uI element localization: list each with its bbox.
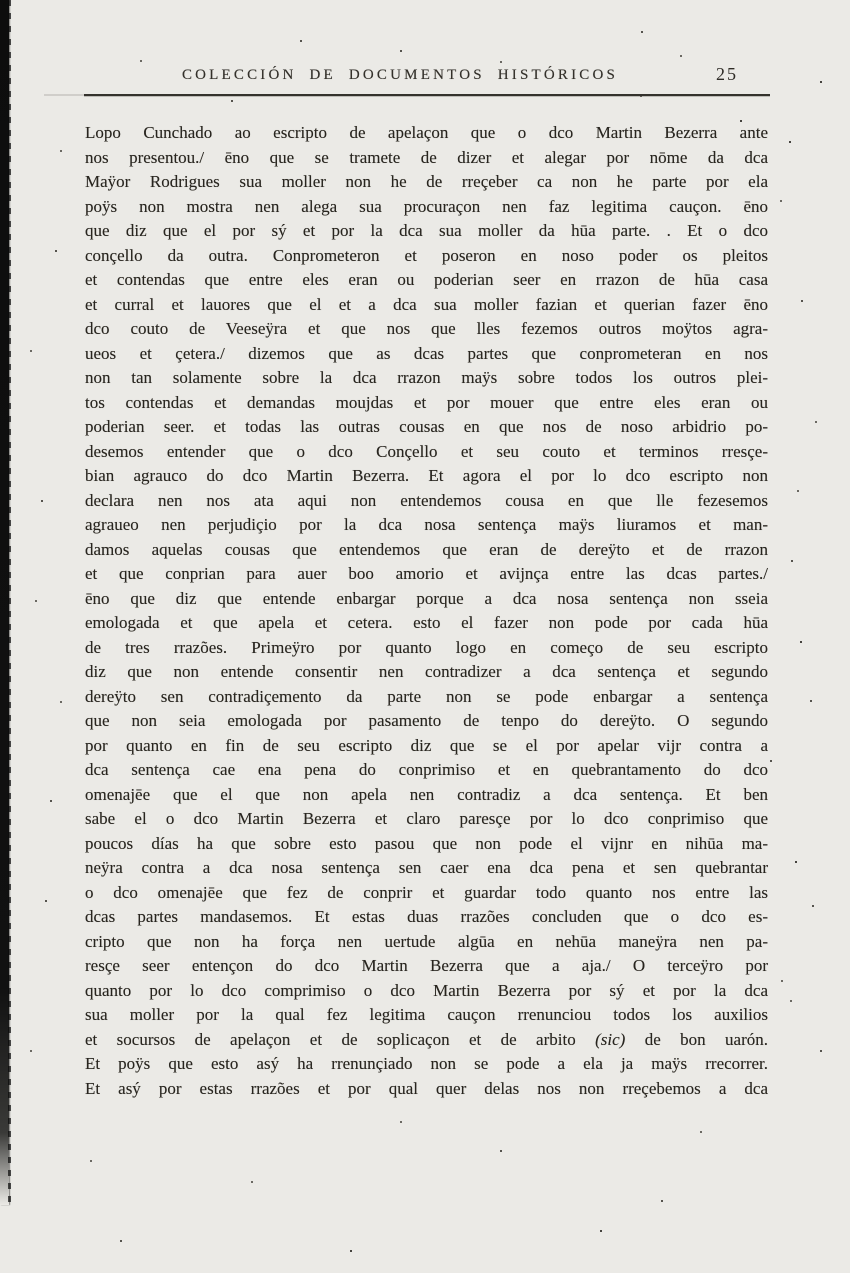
text-line: de tres rrazões. Primeÿro por quanto logo en começo de seu escripto (85, 637, 768, 657)
text-line: desemos entender que o dco Conçello et seu couto et terminos rresçe- (85, 441, 768, 461)
text-line: ēno que diz que entende enbargar porque a dca nosa sentença non sseia (85, 588, 768, 608)
document-text-block (85, 121, 768, 1101)
text-line: et socursos de apelaçon et de soplicaçon et de arbito (sic) de bon uarón. (85, 1029, 768, 1049)
text-line: dca sentença cae ena pena do conprimiso et en quebrantamento do dco (85, 760, 768, 779)
text-line: et que conprian para auer boo amorio et avijnça entre las dcas partes./ (85, 564, 768, 583)
text-line: conçello da outra. Conprometeron et poseron en noso poder os pleitos (85, 245, 768, 265)
text-line: que non seia emologada por pasamento de tenpo do dereÿto. O segundo (85, 711, 768, 730)
text-line: que diz que el por sý et por la dca sua moller da hūa parte. . Et o dco (85, 221, 768, 240)
text-line: Maÿor Rodrigues sua moller non he de rreçeber ca non he parte por ela (85, 172, 768, 191)
text-line: por quanto en fin de seu escripto diz que se el por apelar vijr contra a (85, 735, 768, 755)
scan-noise (0, 0, 2, 2)
text-line: nos presentou./ ēno que se tramete de dizer et alegar por nōme da dca (85, 147, 768, 167)
text-line: neÿra contra a dca nosa sentença sen caer ena dca pena et sen quebrantar (85, 858, 768, 877)
scan-edge-artifact (0, 0, 9, 1205)
text-line: Lopo Cunchado ao escripto de apelaçon que o dco Martin Bezerra ante (85, 123, 768, 142)
text-line: dcas partes mandasemos. Et estas duas rrazões concluden que o dco es- (85, 907, 768, 926)
text-line: omenajēe que el que non apela nen contradiz a dca sentença. Et ben (85, 784, 768, 804)
text-line: poucos días ha que sobre esto pasou que non pode el vijnr en nihūa ma- (85, 833, 768, 853)
text-line: agraueo nen perjudiçio por la dca nosa sentença maÿs liuramos et man- (85, 515, 768, 534)
header-rule (84, 94, 770, 96)
text-line: Et asý por estas rrazões et por qual quer delas nos non rreçebemos a dca (85, 1078, 768, 1098)
text-line: damos aquelas cousas que entendemos que eran de dereÿto et de rrazon (85, 539, 768, 559)
text-line: bian agrauco do dco Martin Bezerra. Et agora el por lo dco escripto non (85, 466, 768, 485)
text-line: et curral et lauores que el et a dca sua moller fazian et querian fazer ēno (85, 294, 768, 314)
text-line: resçe seer entençon do dco Martin Bezerra que a aja./ O terceÿro por (85, 956, 768, 975)
page-number: 25 (716, 64, 738, 84)
text-line: declara nen nos ata aqui non entendemos cousa en que lle fezesemos (85, 490, 768, 510)
text-line: dco couto de Veeseÿra et que nos que lles fezemos outros moÿtos agra- (85, 319, 768, 338)
text-line: dereÿto sen contradiçemento da parte non se pode enbargar a sentença (85, 686, 768, 706)
text-line: poderian seer. et todas las outras cousas en que nos de noso arbidrio po- (85, 417, 768, 436)
text-line: emologada et que apela et cetera. esto el fazer non pode por cada hūa (85, 613, 768, 632)
text-line: sabe el o dco Martin Bezerra et claro paresçe por lo dco conprimiso que (85, 809, 768, 828)
text-line: quanto por lo dco comprimiso o dco Martin Bezerra por sý et por la dca (85, 980, 768, 1000)
text-line: ueos et çetera./ dizemos que as dcas partes que conprometeran en nos (85, 343, 768, 363)
text-line: poÿs non mostra nen alega sua procuraçon nen faz legitima cauçon. ēno (85, 196, 768, 216)
running-header-title: COLECCIÓN DE DOCUMENTOS HISTÓRICOS (181, 67, 619, 83)
text-line: o dco omenajēe que fez de conprir et guardar todo quanto nos entre las (85, 882, 768, 902)
text-line: sua moller por la qual fez legitima cauçon rrenunciou todos los auxilios (85, 1005, 768, 1024)
text-line: diz que non entende consentir nen contradizer a dca sentença et segundo (85, 662, 768, 681)
text-line: cripto que non ha força nen uertude algūa en nehūa maneÿra nen pa- (85, 931, 768, 951)
text-line: non tan solamente sobre la dca rrazon maÿs sobre todos los outros plei- (85, 368, 768, 387)
text-line: tos contendas et demandas moujdas et por mouer que entre eles eran ou (85, 392, 768, 412)
text-line: et contendas que entre eles eran ou poderian seer en rrazon de hūa casa (85, 270, 768, 289)
text-line: Et poÿs que esto asý ha rrenunçiado non se pode a ela ja maÿs rrecorrer. (85, 1054, 768, 1073)
